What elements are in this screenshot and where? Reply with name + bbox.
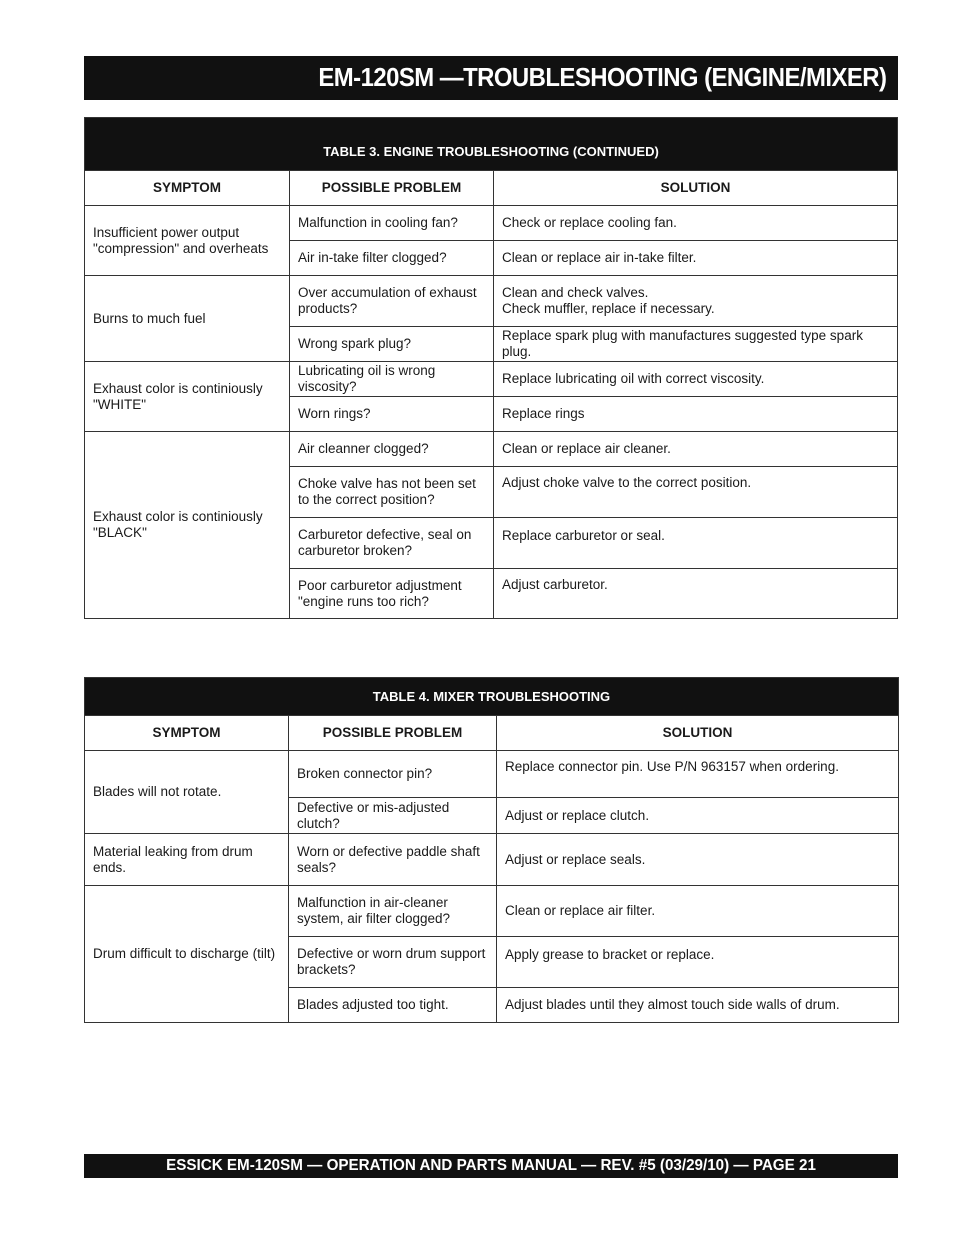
footer-text: ESSICK EM-120SM — OPERATION AND PARTS MANUAL — REV. #5 (03/29/10) — PAGE 21 bbox=[166, 1157, 816, 1174]
problem-cell: Lubricating oil is wrong viscosity? bbox=[290, 362, 494, 397]
problem-cell: Blades adjusted too tight. bbox=[289, 988, 497, 1023]
column-header-possible-problem: POSSIBLE PROBLEM bbox=[289, 716, 497, 751]
symptom-cell: Blades will not rotate. bbox=[85, 751, 289, 834]
page-title: EM-120SM —TROUBLESHOOTING (ENGINE/MIXER) bbox=[318, 62, 886, 92]
table-caption: TABLE 4. MIXER TROUBLESHOOTING bbox=[85, 678, 899, 716]
symptom-cell: Exhaust color is continiously "BLACK" bbox=[85, 432, 290, 619]
problem-cell: Malfunction in cooling fan? bbox=[290, 206, 494, 241]
engine-troubleshooting-table bbox=[84, 117, 898, 619]
table-row bbox=[85, 834, 899, 886]
solution-cell: Clean or replace air in-take filter. bbox=[494, 241, 898, 276]
symptom-cell: Exhaust color is continiously "WHITE" bbox=[85, 362, 290, 432]
solution-cell: Replace spark plug with manufactures suggested type spark plug. bbox=[494, 327, 898, 362]
column-header-solution: SOLUTION bbox=[494, 171, 898, 206]
solution-cell: Replace connector pin. Use P/N 963157 when ordering. bbox=[497, 751, 899, 798]
symptom-cell: Drum difficult to discharge (tilt) bbox=[85, 886, 289, 1023]
problem-cell: Worn rings? bbox=[290, 397, 494, 432]
symptom-cell: Burns to much fuel bbox=[85, 276, 290, 362]
solution-cell: Adjust or replace seals. bbox=[497, 834, 899, 886]
symptom-cell: Material leaking from drum ends. bbox=[85, 834, 289, 886]
problem-cell: Defective or worn drum support brackets? bbox=[289, 937, 497, 988]
symptom-cell: Insufficient power output "compression" and overheats bbox=[85, 206, 290, 276]
solution-cell: Clean or replace air filter. bbox=[497, 886, 899, 937]
problem-cell: Air in-take filter clogged? bbox=[290, 241, 494, 276]
problem-cell: Wrong spark plug? bbox=[290, 327, 494, 362]
solution-cell: Adjust blades until they almost touch side walls of drum. bbox=[497, 988, 899, 1023]
problem-cell: Worn or defective paddle shaft seals? bbox=[289, 834, 497, 886]
problem-cell: Defective or mis-adjusted clutch? bbox=[289, 798, 497, 834]
solution-cell: Clean and check valves. Check muffler, replace if necessary. bbox=[494, 276, 898, 327]
solution-cell: Clean or replace air cleaner. bbox=[494, 432, 898, 467]
table-row bbox=[85, 276, 898, 327]
mixer-troubleshooting-table bbox=[84, 677, 899, 1023]
table-row bbox=[85, 362, 898, 397]
page-footer bbox=[84, 1154, 898, 1178]
solution-cell: Replace rings bbox=[494, 397, 898, 432]
column-header-symptom: SYMPTOM bbox=[85, 171, 290, 206]
problem-cell: Carburetor defective, seal on carburetor broken? bbox=[290, 518, 494, 569]
solution-cell: Adjust or replace clutch. bbox=[497, 798, 899, 834]
solution-cell: Adjust choke valve to the correct position. bbox=[494, 467, 898, 518]
solution-cell: Adjust carburetor. bbox=[494, 569, 898, 619]
table-row bbox=[85, 206, 898, 241]
table-row bbox=[85, 751, 899, 798]
problem-cell: Malfunction in air-cleaner system, air filter clogged? bbox=[289, 886, 497, 937]
problem-cell: Over accumulation of exhaust products? bbox=[290, 276, 494, 327]
problem-cell: Choke valve has not been set to the correct position? bbox=[290, 467, 494, 518]
solution-cell: Replace carburetor or seal. bbox=[494, 518, 898, 569]
problem-cell: Air cleanner clogged? bbox=[290, 432, 494, 467]
table-caption: TABLE 3. ENGINE TROUBLESHOOTING (CONTINUED) bbox=[85, 118, 898, 171]
solution-cell: Replace lubricating oil with correct viscosity. bbox=[494, 362, 898, 397]
page-header-banner bbox=[84, 56, 898, 100]
column-header-symptom: SYMPTOM bbox=[85, 716, 289, 751]
solution-cell: Apply grease to bracket or replace. bbox=[497, 937, 899, 988]
problem-cell: Broken connector pin? bbox=[289, 751, 497, 798]
solution-cell: Check or replace cooling fan. bbox=[494, 206, 898, 241]
table-row bbox=[85, 432, 898, 467]
table-row bbox=[85, 886, 899, 937]
problem-cell: Poor carburetor adjustment "engine runs too rich? bbox=[290, 569, 494, 619]
column-header-possible-problem: POSSIBLE PROBLEM bbox=[290, 171, 494, 206]
column-header-solution: SOLUTION bbox=[497, 716, 899, 751]
